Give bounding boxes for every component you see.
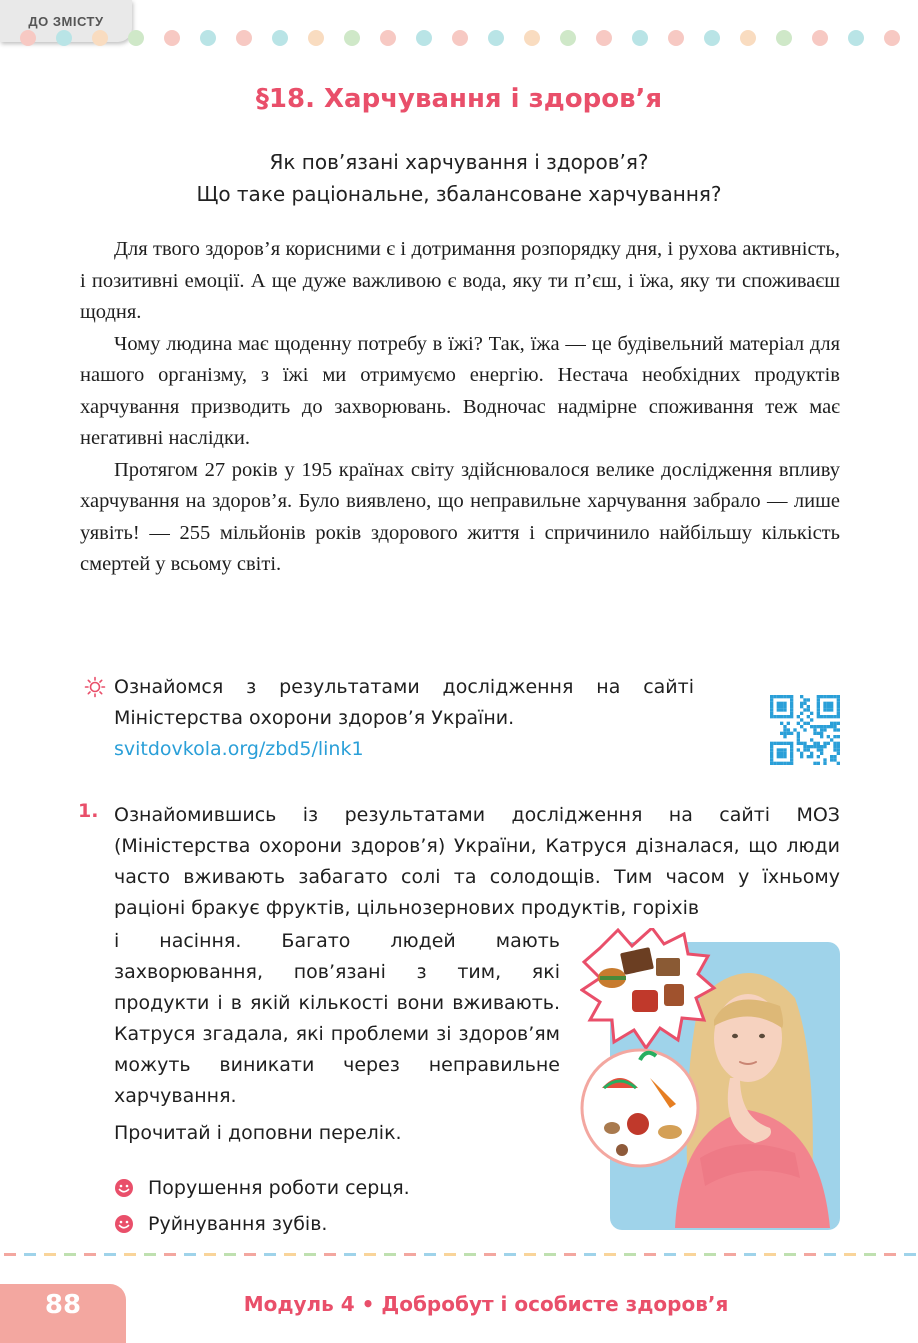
- reference-link[interactable]: svitdovkola.org/zbd5/link1: [114, 738, 364, 760]
- paragraph: Протягом 27 років у 195 країнах світу здійснювалося велике дослідження впливу харчування на здоров’я. Було виявлено, що неправильне харчування забрало — лише уявіть! — 255 мільйонів років здорового життя і спричинило найбільшу кількість смертей у всьому світі.: [80, 458, 840, 575]
- sun-icon: [84, 676, 106, 698]
- girl-thinking-illustration: [580, 928, 842, 1230]
- list-item-text: Руйнування зубів.: [148, 1213, 328, 1235]
- smiley-icon: [114, 1214, 134, 1234]
- smiley-icon: [114, 1178, 134, 1198]
- qr-code[interactable]: [770, 695, 840, 765]
- module-title: Модуль 4 • Добробут і особисте здоров’я: [243, 1292, 729, 1316]
- reference-text: Ознайомся з результатами дослідження на сайті Міністерства охорони здоров’я України.: [114, 676, 694, 729]
- question-line: Як пов’язані харчування і здоров’я?: [269, 150, 649, 174]
- task-list: [114, 1170, 410, 1242]
- list-item: [114, 1170, 410, 1206]
- task-text-continued: і насіння. Багато людей мають захворювання, пов’язані з тим, які продукти і в якій кількості вони вживають. Катруся згадала, які проблеми зі здоров’ям можуть виникати через неправильне харчування.: [114, 930, 560, 1107]
- paragraph: Для твого здоров’я корисними є і дотримання розпорядку дня, і рухова активність, і позитивні емоції. А ще дуже важливою є вода, яку ти п’єш, і їжа, яку ти споживаєш щодня.: [80, 238, 840, 323]
- section-questions: [0, 146, 918, 210]
- toc-button[interactable]: ДО ЗМІСТУ: [0, 0, 132, 42]
- task-text: Ознайомившись із результатами дослідження на сайті МОЗ (Міністерства охорони здоров’я) України, Катруся дізналася, що люди часто вживають забагато солі та солодощів. Тим часом у їхньому раціоні бракує фруктів, цільнозернових продуктів, горіхів: [114, 804, 840, 919]
- page-number: 88: [0, 1284, 126, 1343]
- list-item-text: Порушення роботи серця.: [148, 1177, 410, 1199]
- body-text: [80, 234, 840, 581]
- decorative-dashed-line: [0, 1252, 918, 1258]
- decorative-dots: [0, 28, 918, 48]
- list-item: [114, 1206, 410, 1242]
- task-instruction: Прочитай і доповни перелік.: [114, 1122, 402, 1144]
- paragraph: Чому людина має щоденну потребу в їжі? Так, їжа — це будівельний матеріал для нашого організму, з їжі ми отримуємо енергію. Нестача необхідних продуктів харчування призводить до захворювань. Водночас надмірне споживання теж має негативні наслідки.: [80, 332, 840, 449]
- question-line: Що таке раціональне, збалансоване харчування?: [196, 182, 722, 206]
- page-title: §18. Харчування і здоров’я: [255, 84, 663, 114]
- task-number: 1.: [78, 800, 99, 822]
